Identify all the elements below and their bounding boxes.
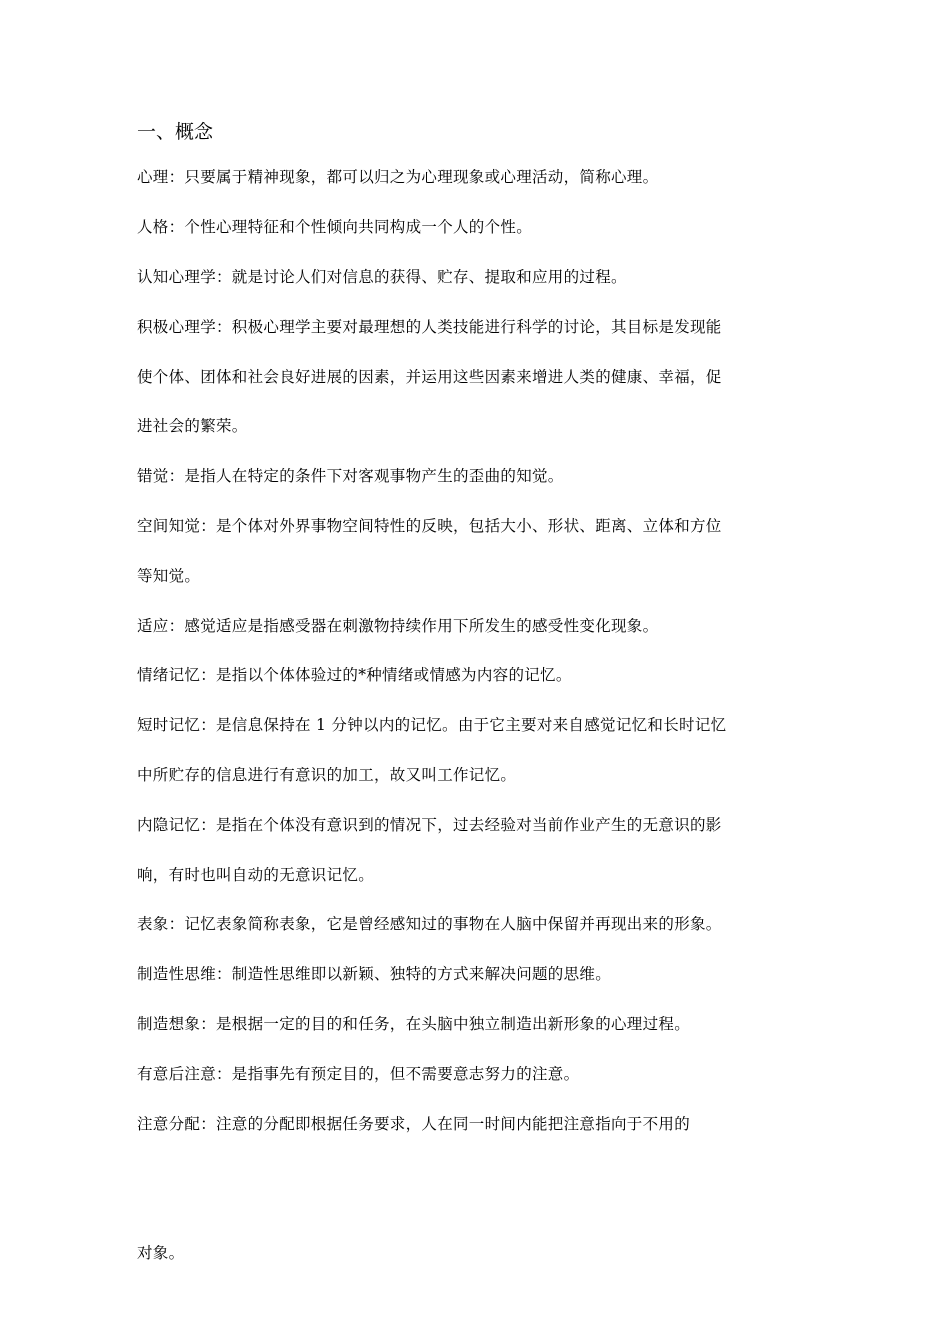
text-line: 人格：个性心理特征和个性倾向共同构成一个人的个性。	[137, 218, 533, 236]
text-line: 制造想象：是根据一定的目的和任务，在头脑中独立制造出新形象的心理过程。	[137, 1015, 691, 1033]
text-line: 空间知觉：是个体对外界事物空间特性的反映，包括大小、形状、距离、立体和方位	[137, 517, 722, 535]
text-line: 对象。	[137, 1244, 185, 1262]
text-line: 表象：记忆表象简称表象，它是曾经感知过的事物在人脑中保留并再现出来的形象。	[137, 915, 722, 933]
text-line: 认知心理学：就是讨论人们对信息的获得、贮存、提取和应用的过程。	[137, 268, 627, 286]
text-line: 积极心理学：积极心理学主要对最理想的人类技能进行科学的讨论，其目标是发现能	[137, 318, 722, 336]
text-line: 等知觉。	[137, 567, 201, 585]
section-heading: 一、概念	[137, 121, 214, 143]
text-line: 进社会的繁荣。	[137, 417, 248, 435]
text-line: 心理：只要属于精神现象，都可以归之为心理现象或心理活动，简称心理。	[137, 168, 659, 186]
text-line: 错觉：是指人在特定的条件下对客观事物产生的歪曲的知觉。	[137, 467, 564, 485]
text-line: 内隐记忆：是指在个体没有意识到的情况下，过去经验对当前作业产生的无意识的影	[137, 816, 722, 834]
text-line: 适应：感觉适应是指感受器在刺激物持续作用下所发生的感受性变化现象。	[137, 617, 659, 635]
text-line: 中所贮存的信息进行有意识的加工，故又叫工作记忆。	[137, 766, 517, 784]
text-line: 情绪记忆：是指以个体体验过的*种情绪或情感为内容的记忆。	[137, 666, 572, 684]
text-line: 注意分配：注意的分配即根据任务要求，人在同一时间内能把注意指向于不用的	[137, 1115, 691, 1133]
text-line: 制造性思维：制造性思维即以新颖、独特的方式来解决问题的思维。	[137, 965, 612, 983]
text-line: 响，有时也叫自动的无意识记忆。	[137, 866, 375, 884]
text-line: 短时记忆：是信息保持在 1 分钟以内的记忆。由于它主要对来自感觉记忆和长时记忆	[137, 716, 727, 734]
text-line: 使个体、团体和社会良好进展的因素，并运用这些因素来增进人类的健康、幸福，促	[137, 368, 722, 386]
text-line: 有意后注意：是指事先有预定目的，但不需要意志努力的注意。	[137, 1065, 580, 1083]
